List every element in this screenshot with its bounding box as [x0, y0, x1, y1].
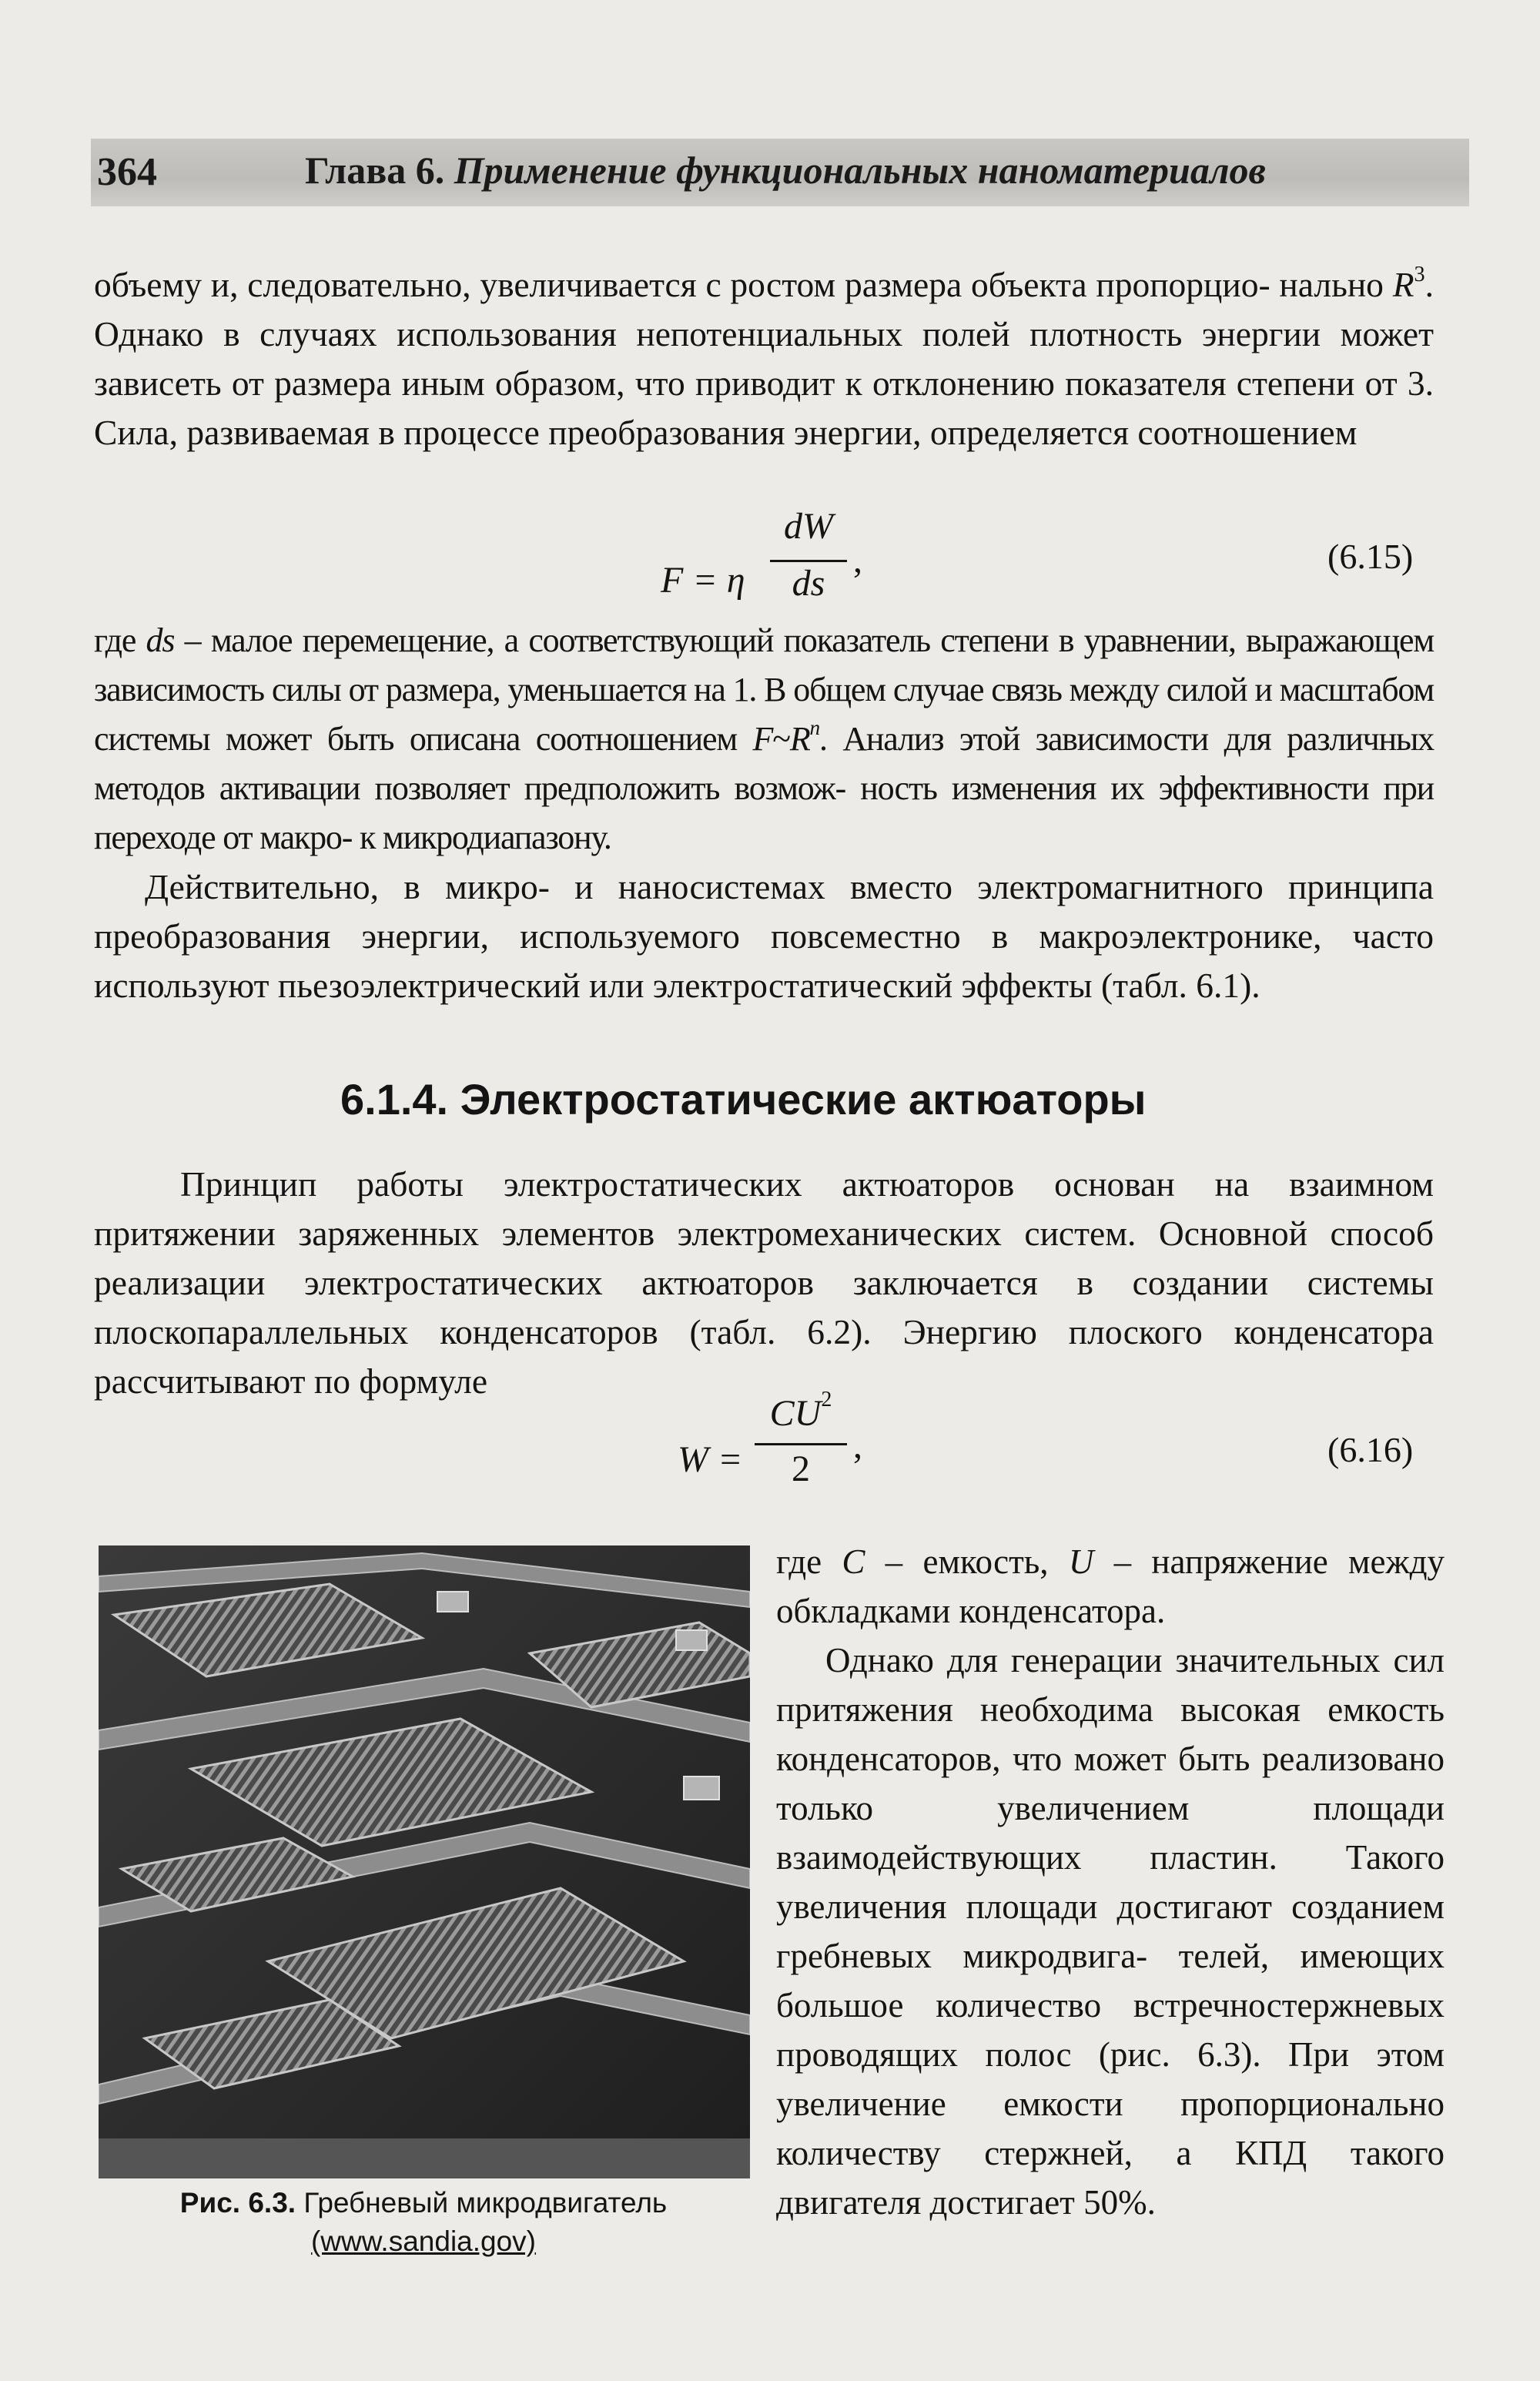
- section-number: 6.1.4.: [340, 1075, 449, 1124]
- var-U: U: [1068, 1542, 1094, 1581]
- figure-label: Рис. 6.3.: [179, 2187, 296, 2219]
- formula-numerator: dW: [784, 506, 833, 547]
- caption-line-1: [92, 2184, 755, 2222]
- equation-number: (6.16): [1327, 1430, 1414, 1469]
- paragraph-where: [776, 1537, 1445, 1636]
- equation-number: (6.15): [1327, 537, 1414, 576]
- numerator-exponent: 2: [821, 1388, 832, 1412]
- where-text-1: где: [776, 1542, 842, 1581]
- ds-text-1: где: [94, 621, 146, 659]
- var-ds: ds: [146, 621, 175, 659]
- figure-comb-drive-image: [99, 1545, 750, 2178]
- formula-denominator: ds: [792, 563, 825, 604]
- numerator-CU: CU: [769, 1393, 822, 1434]
- chapter-title: Применение функциональных наноматериалов: [454, 149, 1266, 192]
- formula-lhs: W =: [678, 1439, 743, 1480]
- exponent-3: 3: [1414, 262, 1425, 286]
- where-text-3: – напряжение между обкладками конденсатора.: [776, 1542, 1445, 1630]
- where-text-2: – емкость,: [865, 1542, 1069, 1581]
- ds-text-2: – малое перемещение, а соответствующий показатель степени в уравнении, выражающем зависимость силы от размера, уменьшается на 1. В общем случае связь между силой и масштабом системы может быть описана соотношением: [94, 621, 1434, 758]
- intro-text-1: объему и, следовательно, увеличивается с ростом размера объекта пропорцио- нально: [94, 265, 1393, 304]
- var-C: C: [842, 1542, 865, 1581]
- exponent-n: n: [809, 716, 819, 740]
- tilde: ~: [772, 720, 790, 758]
- figure-source-link[interactable]: (www.sandia.gov): [310, 2225, 536, 2257]
- section-title: Электростатические актюаторы: [460, 1075, 1147, 1124]
- paragraph-however: Однако для генерации значительных сил притяжения необходима высокая емкость конденсаторов, что может быть реализовано только увеличением площади взаимодействующих пластин. Такого увеличения площади достигают созданием гребневых микродвига- телей, имеющих большое количество встречностержневых проводящих полос (рис. 6.3). При этом увеличение емкости пропорционально количеству стержней, а КПД такого двигателя достигает 50%.: [776, 1641, 1445, 2222]
- formula-comma: ,: [853, 540, 862, 581]
- paragraph-micro: Действительно, в микро- и наносистемах вместо электромагнитного принципа преобразования энергии, используемого повсеместно в макроэлектронике, часто используют пьезоэлектрический или электростатический эффекты (табл. 6.1).: [94, 867, 1434, 1005]
- section-heading: [340, 1074, 1147, 1124]
- running-title: [305, 148, 1266, 193]
- page-number: 364: [97, 150, 157, 194]
- paragraph-principle: Принцип работы электростатических актюаторов основан на взаимном притяжении заряженных элементов электромеханических систем. Основной способ реализации электростатических актюаторов заключается в создании системы плоскопараллельных конденсаторов (табл. 6.2). Энергию плоского конденсатора рассчитывают по формуле: [94, 1164, 1434, 1401]
- ds-text-3: . Анализ этой зависимости для различных методов активации позволяет предположить возмож- ность изменения их эффективности при переходе от макро- к микродиапазону.: [94, 720, 1434, 856]
- formula-lhs: F = η: [661, 560, 745, 601]
- var-R: R: [1392, 265, 1414, 304]
- paragraph-ds: [94, 616, 1434, 862]
- fraction-bar: [755, 1443, 847, 1445]
- formula-denominator: 2: [792, 1448, 810, 1489]
- var-F: F: [752, 720, 773, 758]
- figure-caption: [92, 2184, 755, 2261]
- formula-numerator: [755, 1388, 847, 1435]
- caption-text: Гребневый микродвигатель: [303, 2187, 668, 2219]
- formula-comma: ,: [853, 1425, 862, 1466]
- intro-text-2: . Однако в случаях использования непотенциальных полей плотность энергии может зависеть от размера иным образом, что приводит к отклонению показателя степени от 3. Сила, развиваемая в процессе преобразования энергии, определяется соотношением: [94, 265, 1434, 452]
- var-R-n: R: [789, 720, 810, 758]
- chapter-label: Глава 6.: [305, 149, 445, 192]
- running-header: [91, 139, 1469, 206]
- intro-paragraph: [94, 260, 1434, 457]
